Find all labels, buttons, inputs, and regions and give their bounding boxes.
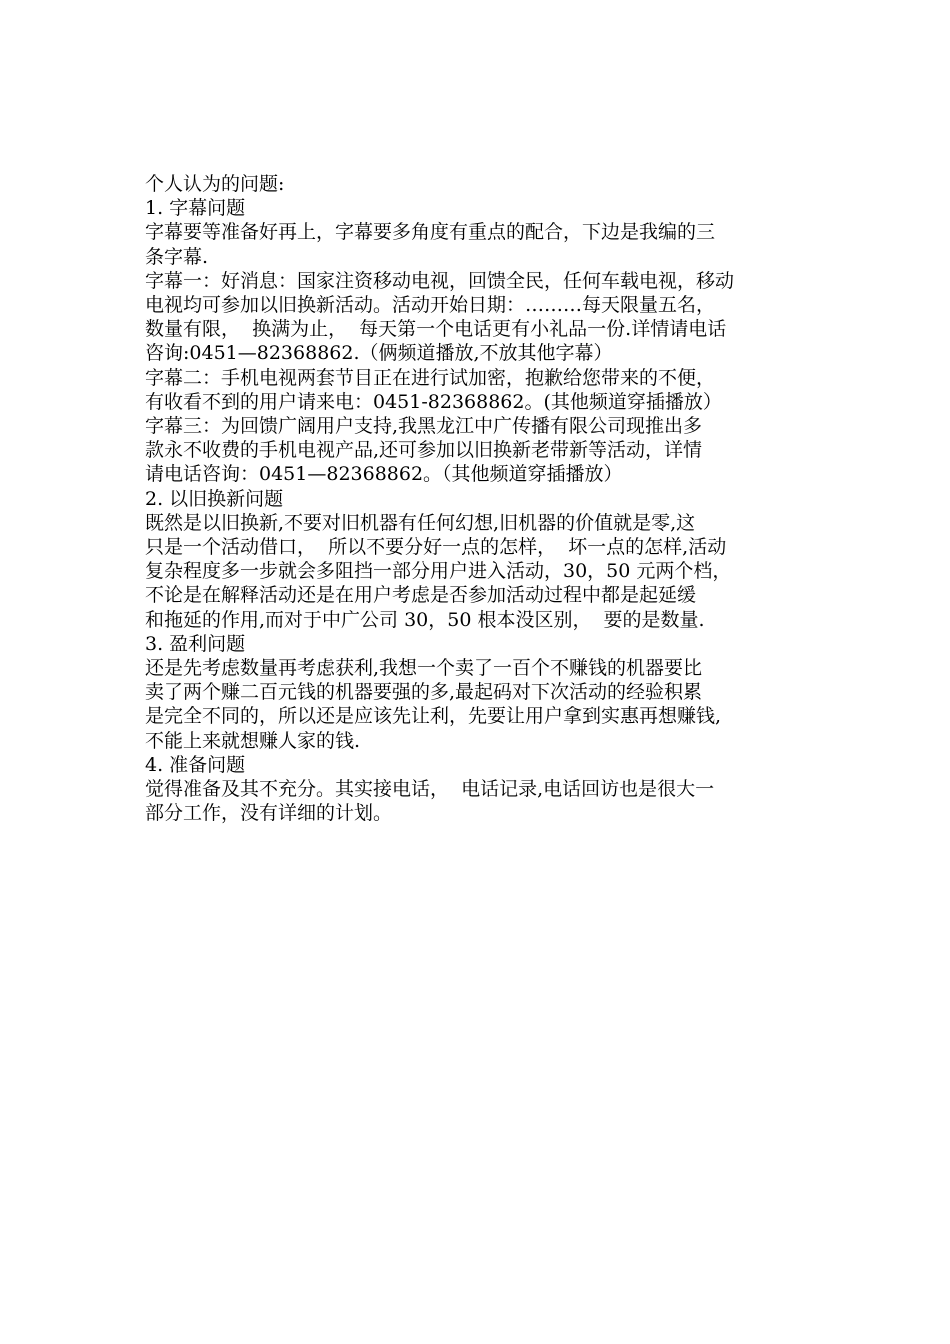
paragraph-line: 电视均可参加以旧换新活动。活动开始日期：………每天限量五名， xyxy=(145,294,716,317)
paragraph-line: 字幕二：手机电视两套节目正在进行试加密，抱歉给您带来的不便， xyxy=(145,366,716,389)
document-body xyxy=(145,172,815,825)
paragraph-line: 卖了两个赚二百元钱的机器要强的多,最起码对下次活动的经验积累 xyxy=(145,681,703,704)
paragraph-line: 复杂程度多一步就会多阻挡一部分用户进入活动，30，50 元两个档， xyxy=(145,560,732,583)
document-heading: 个人认为的问题: xyxy=(145,173,285,195)
paragraph-line: 字幕一：好消息：国家注资移动电视，回馈全民，任何车载电视，移动 xyxy=(145,269,735,292)
paragraph-line: 部分工作，没有详细的计划。 xyxy=(145,802,393,825)
paragraph-line: 是完全不同的，所以还是应该先让利，先要让用户拿到实惠再想赚钱, xyxy=(145,705,722,728)
section-title-profit: 3. 盈利问题 xyxy=(145,632,246,655)
paragraph-line: 款永不收费的手机电视产品,还可参加以旧换新老带新等活动，详情 xyxy=(145,439,703,462)
paragraph-line: 有收看不到的用户请来电：0451-82368862。(其他频道穿插播放） xyxy=(145,390,722,413)
paragraph-line: 既然是以旧换新,不要对旧机器有任何幻想,旧机器的价值就是零,这 xyxy=(145,511,696,534)
section-title-trade-in: 2. 以旧换新问题 xyxy=(145,487,284,510)
paragraph-line: 只是一个活动借口， 所以不要分好一点的怎样， 坏一点的怎样,活动 xyxy=(145,536,727,559)
section-title-preparation: 4. 准备问题 xyxy=(145,753,246,776)
paragraph-line: 还是先考虑数量再考虑获利,我想一个卖了一百个不赚钱的机器要比 xyxy=(145,657,703,680)
paragraph-line: 咨询:0451—82368862.（俩频道播放,不放其他字幕） xyxy=(145,342,613,365)
paragraph-line: 不论是在解释活动还是在用户考虑是否参加活动过程中都是起延缓 xyxy=(145,584,697,607)
paragraph-line: 条字幕. xyxy=(145,245,209,268)
paragraph-line: 不能上来就想赚人家的钱. xyxy=(145,729,361,752)
paragraph-line: 字幕要等准备好再上，字幕要多角度有重点的配合，下边是我编的三 xyxy=(145,221,716,244)
paragraph-line: 数量有限， 换满为止， 每天第一个电话更有小礼品一份.详情请电话 xyxy=(145,318,727,341)
paragraph-line: 请电话咨询：0451—82368862。（其他频道穿插播放） xyxy=(145,463,623,486)
paragraph-line: 觉得准备及其不充分。其实接电话， 电话记录,电话回访也是很大一 xyxy=(145,778,715,801)
paragraph-line: 字幕三：为回馈广阔用户支持,我黑龙江中广传播有限公司现推出多 xyxy=(145,415,703,438)
section-title-subtitles: 1. 字幕问题 xyxy=(145,197,246,220)
paragraph-line: 和拖延的作用,而对于中广公司 30，50 根本没区别， 要的是数量. xyxy=(145,608,705,631)
